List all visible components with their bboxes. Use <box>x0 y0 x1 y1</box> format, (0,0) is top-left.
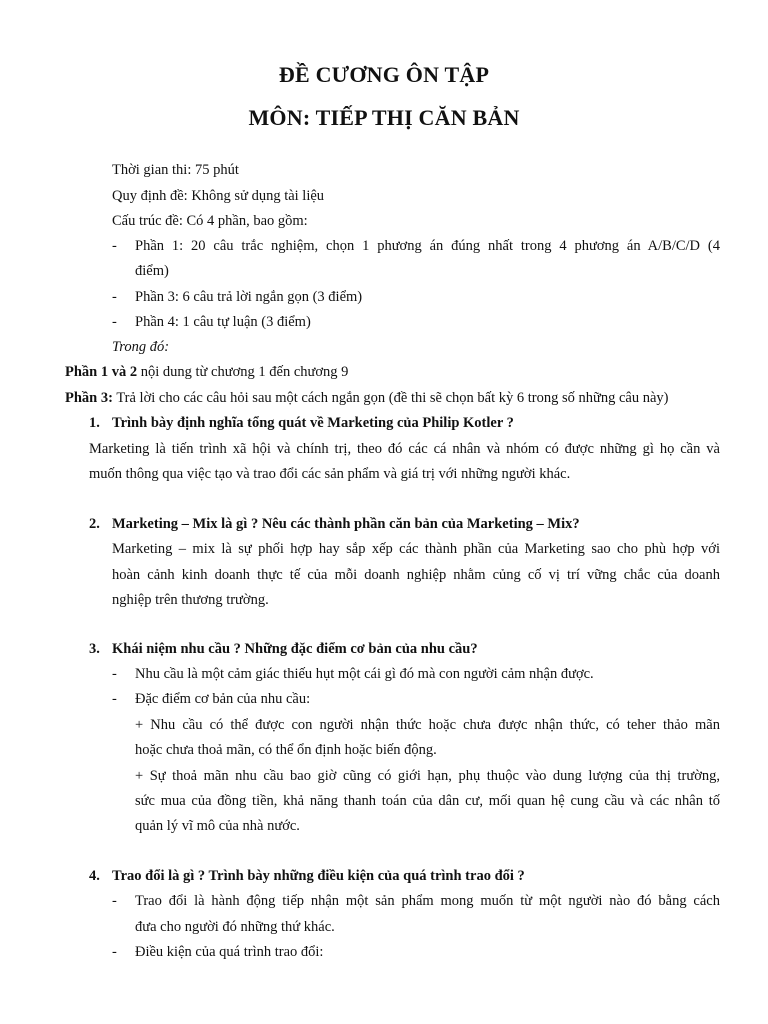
q2-number: 2. <box>89 516 100 532</box>
q2-answer-line1: Marketing – mix là sự phối hợp hay sắp xếp các thành phần của Marketing sao cho phù hợp với <box>112 541 720 557</box>
q4-number: 4. <box>89 868 100 884</box>
bullet-dash: - <box>112 691 117 707</box>
document-title-line2: MÔN: TIẾP THỊ CĂN BẢN <box>248 105 520 130</box>
part3-label: Phần 3: <box>65 390 113 406</box>
q4-question: Trao đổi là gì ? Trình bày những điều kiện của quá trình trao đổi ? <box>112 868 525 884</box>
q2-answer-line3: nghiệp trên thương trường. <box>112 592 269 608</box>
structure-part4: Phần 4: 1 câu tự luận (3 điểm) <box>135 314 311 330</box>
structure-part1-line1: Phần 1: 20 câu trắc nghiệm, chọn 1 phương án đúng nhất trong 4 phương án A/B/C/D (4 <box>135 238 720 254</box>
exam-rule: Quy định đề: Không sử dụng tài liệu <box>112 188 325 204</box>
q3-point2-line1: + Sự thoả mãn nhu cầu bao giờ cũng có giới hạn, phụ thuộc vào dung lượng của thị trường, <box>135 768 720 784</box>
q1-question: Trình bày định nghĩa tổng quát về Marketing của Philip Kotler ? <box>112 415 514 431</box>
q2-question: Marketing – Mix là gì ? Nêu các thành phần căn bản của Marketing – Mix? <box>112 516 580 532</box>
bullet-dash: - <box>112 944 117 960</box>
part12-line <box>65 363 348 381</box>
bullet-dash: - <box>112 238 117 254</box>
part12-text: nội dung từ chương 1 đến chương 9 <box>137 364 349 380</box>
q3-number: 3. <box>89 641 100 657</box>
exam-structure: Cấu trúc đề: Có 4 phần, bao gồm: <box>112 213 308 229</box>
structure-part3: Phần 3: 6 câu trả lời ngắn gọn (3 điểm) <box>135 289 363 305</box>
q3-point2-line3: quản lý vĩ mô của nhà nước. <box>135 818 300 834</box>
exam-duration: Thời gian thi: 75 phút <box>112 162 239 178</box>
q1-answer-line1: Marketing là tiến trình xã hội và chính trị, theo đó các cá nhân và nhóm có được những gì họ cần và <box>89 441 720 457</box>
in-which-label: Trong đó: <box>112 339 170 355</box>
bullet-dash: - <box>112 893 117 909</box>
q3-question: Khái niệm nhu cầu ? Những đặc điểm cơ bản của nhu cầu? <box>112 641 478 657</box>
q3-point1-line1: + Nhu cầu có thể được con người nhận thức hoặc chưa được nhận thức, có teher thảo mãn <box>135 717 720 733</box>
q1-answer-line2: muốn thông qua việc tạo và trao đổi các sản phẩm và giá trị với những người khác. <box>89 466 571 482</box>
part3-text: Trả lời cho các câu hỏi sau một cách ngắn gọn (đề thi sẽ chọn bất kỳ 6 trong số những câu này) <box>112 390 669 406</box>
bullet-dash: - <box>112 666 117 682</box>
bullet-dash: - <box>112 314 117 330</box>
q3-bullet1: Nhu cầu là một cảm giác thiếu hụt một cái gì đó mà con người cảm nhận được. <box>135 666 594 682</box>
part12-label: Phần 1 và 2 <box>65 364 138 380</box>
document-title-line1: ĐỀ CƯƠNG ÔN TẬP <box>278 62 490 87</box>
q3-bullet2: Đặc điểm cơ bản của nhu cầu: <box>135 691 311 707</box>
q3-point1-line2: hoặc chưa thoả mãn, có thể ổn định hoặc biến động. <box>135 742 437 758</box>
q4-bullet2: Điều kiện của quá trình trao đổi: <box>135 944 324 960</box>
q4-bullet1-line2: đưa cho người đó những thứ khác. <box>135 919 335 935</box>
part3-line <box>65 389 668 407</box>
structure-part1-line2: điểm) <box>135 263 169 279</box>
q3-point2-line2: sức mua của đồng tiền, khả năng thanh toán của dân cư, mối quan hệ cung cầu và các nhân tố <box>135 793 720 809</box>
q2-answer-line2: hoàn cảnh kinh doanh thực tế của mỗi doanh nghiệp nhằm củng cố vị trí vững chắc của doanh <box>112 567 720 583</box>
q4-bullet1-line1: Trao đổi là hành động tiếp nhận một sản phẩm mong muốn từ một người nào đó bằng cách <box>135 893 720 909</box>
q1-number: 1. <box>89 415 100 431</box>
bullet-dash: - <box>112 289 117 305</box>
